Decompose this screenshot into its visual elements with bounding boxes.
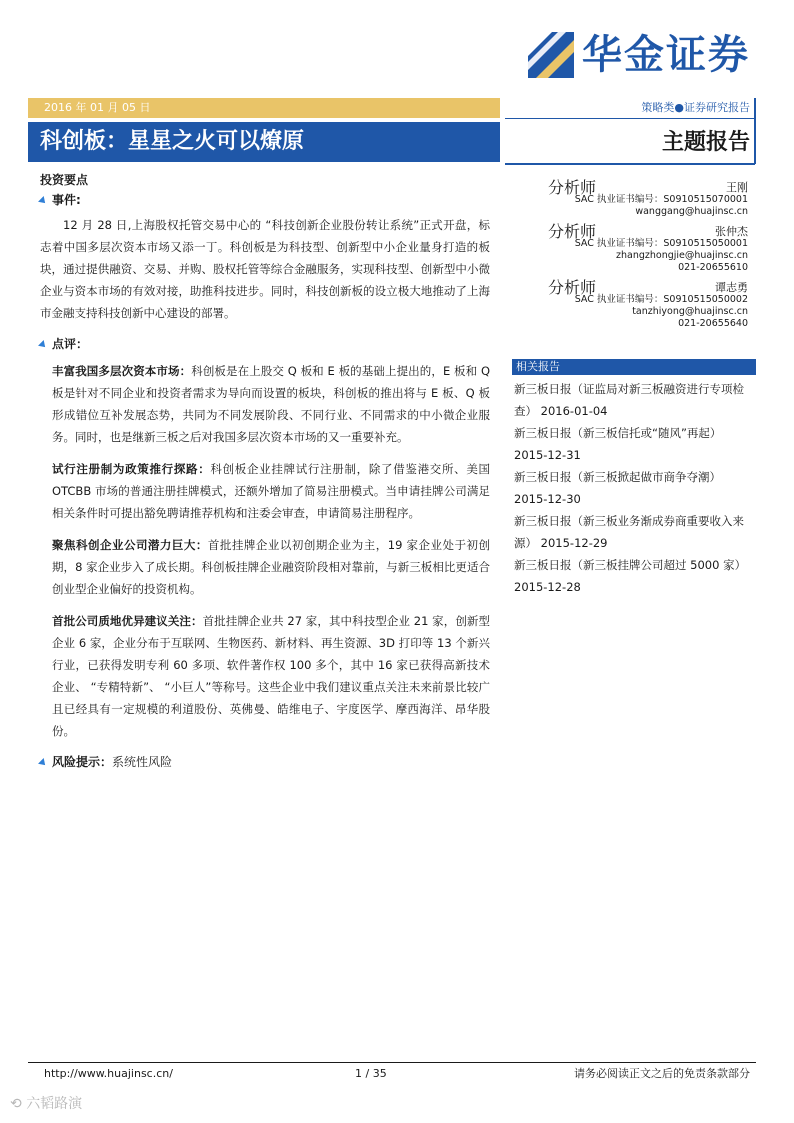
report-category: 策略类●证券研究报告 [641, 101, 750, 114]
analyst-name: 张仲杰 [715, 225, 748, 238]
divider [505, 163, 755, 165]
comment-lead: 丰富我国多层次资本市场： [52, 364, 192, 378]
diamond-bullet-icon [38, 758, 48, 768]
comment-text: 科创板是在上股交 Q 板和 E 板的基础上提出的，E 板和 Q 板是针对不同企业和投资者需求为导向而设置的板块，科创板的推出将与 E 板、Q 板形成错位互补发展态势，共同为不同发展阶段、不同行业、不同需求的中小微企业服务。同时，也是继新三板之后对我国多层次资本市场的又一重要补充。 [52, 364, 491, 444]
comment-item [52, 610, 490, 742]
comment-item [52, 458, 490, 524]
watermark-text: 六韬路演 [26, 1096, 83, 1112]
analyst-sac: SAC 执业证书编号：S0910515050001 [574, 238, 748, 249]
related-item[interactable]: 新三板日报（证监局对新三板融资进行专项检查） 2016-01-04 [514, 382, 744, 418]
divider [754, 98, 756, 164]
comment-lead: 试行注册制为政策推行探路： [52, 462, 211, 476]
analyst-card [548, 222, 748, 274]
comment-lead: 首批公司质地优异建议关注： [52, 614, 203, 628]
diamond-bullet-icon [38, 340, 48, 350]
related-item[interactable]: 新三板日报（新三板掀起做市商争夺潮） 2015-12-30 [514, 470, 721, 506]
comment-item [52, 534, 490, 600]
related-item[interactable]: 新三板日报（新三板业务渐成券商重要收入来源） 2015-12-29 [514, 514, 744, 550]
event-heading [40, 190, 490, 210]
analyst-sac: SAC 执业证书编号：S0910515070001 [574, 194, 748, 205]
related-item[interactable]: 新三板日报（新三板信托或“随风”再起） 2015-12-31 [514, 426, 722, 462]
page-number: 1 / 35 [355, 1067, 387, 1080]
event-paragraph: 12 月 28 日,上海股权托管交易中心的 “科技创新企业股份转让系统”正式开盘，标志着中国多层次资本市场又添一丁。科创板是为科技型、创新型中小企业量身打造的板块，通过提供融资、交易、并购、股权托管等综合金融服务，实现科技型、创新型中小微企业与资本市场的有效对接，助推科技进步。同时，科技创新板的设立极大地推动了上海市金融支持科技创新中心建设的部署。 [40, 218, 490, 320]
key-points-heading: 投资要点 [40, 173, 89, 187]
event-label: 事件: [52, 193, 81, 207]
footer-disclaimer: 请务必阅读正文之后的免责条款部分 [574, 1067, 750, 1080]
comment-text: 科创板企业挂牌试行注册制，除了借鉴港交所、美国 OTCBB 市场的普通注册挂牌模式，还额外增加了简易注册模式。当申请挂牌公司满足相关条件时可提出豁免聘请推荐机构和注委会审查，申请简易注册程序。 [52, 462, 491, 520]
watermark-icon: ⟲ [10, 1096, 27, 1112]
watermark [10, 1094, 82, 1114]
analyst-role: 分析师 [548, 278, 597, 297]
analyst-name: 谭志勇 [715, 281, 748, 294]
analyst-sac: SAC 执业证书编号：S0910515050002 [574, 294, 748, 305]
analyst-phone: 021-20655640 [678, 318, 748, 329]
comment-text: 首批挂牌企业以初创期企业为主，19 家企业处于初创期，8 家企业步入了成长期。科创板挂牌企业融资阶段相对靠前，与新三板相比更适合创业型企业偏好的投资机构。 [52, 538, 490, 596]
analyst-name: 王刚 [726, 181, 748, 194]
comment-lead: 聚焦科创企业公司潜力巨大： [52, 538, 208, 552]
related-title: 相关报告 [516, 360, 560, 373]
analyst-email: wanggang@huajinsc.cn [635, 206, 748, 217]
comment-heading [40, 334, 490, 354]
logo-mark-icon [528, 32, 574, 78]
page-title: 科创板：星星之火可以燎原 [40, 129, 305, 154]
comment-label: 点评： [52, 337, 89, 351]
report-type: 主题报告 [661, 130, 750, 155]
diamond-bullet-icon [38, 196, 48, 206]
analyst-role: 分析师 [548, 222, 597, 241]
divider [28, 1062, 756, 1063]
related-item[interactable]: 新三板日报（新三板挂牌公司超过 5000 家） 2015-12-28 [514, 558, 747, 594]
related-list [514, 378, 754, 598]
risk-text: 系统性风险 [112, 755, 173, 769]
footer-url[interactable]: http://www.huajinsc.cn/ [44, 1067, 173, 1080]
logo-text: 华金证券 [582, 32, 750, 78]
analyst-card [548, 178, 748, 218]
comment-text: 首批挂牌企业共 27 家，其中科技型企业 21 家，创新型企业 6 家，企业分布于互联网、生物医药、新材料、再生资源、3D 打印等 13 个新兴行业，已获得发明专利 60 多项、软件著作权 100 多个，其中 16 家已获得高新技术企业、 “专精特新”、 “小巨人”等称号。这些企业中我们建议重点关注未来前景比较广且已经具有一定规模的利道股份、英佛曼、皓维电子、宇度医学、摩西海洋、昂华股份。 [52, 614, 490, 738]
analyst-email: zhangzhongjie@huajinsc.cn [616, 250, 748, 261]
analyst-card [548, 278, 748, 330]
risk-heading [40, 752, 490, 772]
analyst-phone: 021-20655610 [678, 262, 748, 273]
divider [505, 118, 755, 119]
analyst-role: 分析师 [548, 178, 597, 197]
risk-label: 风险提示： [52, 755, 113, 769]
main-content [40, 170, 490, 772]
report-date: 2016 年 01 月 05 日 [44, 101, 151, 114]
analyst-email: tanzhiyong@huajinsc.cn [632, 306, 748, 317]
comment-item [52, 360, 490, 448]
